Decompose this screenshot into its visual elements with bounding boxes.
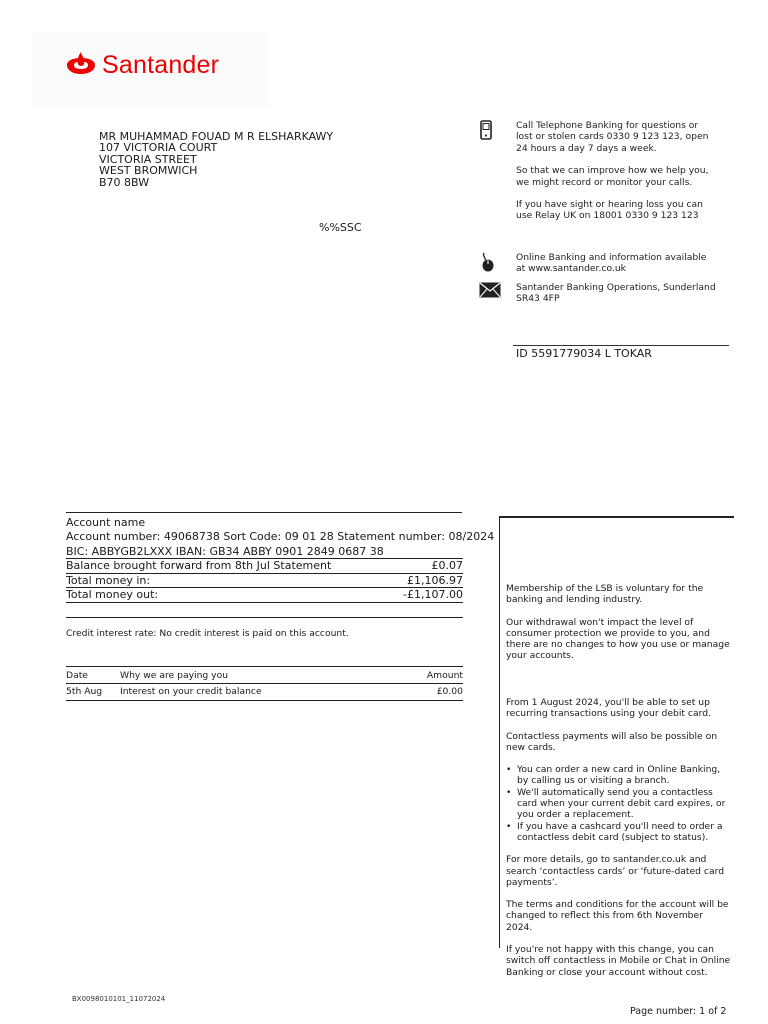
account-details: Account number: 49068738 Sort Code: 09 01 28 Statement number: 08/2024 (66, 530, 495, 543)
page-number: Page number: 1 of 2 (630, 1006, 727, 1017)
divider (66, 683, 463, 684)
contactless-text: Contactless payments will also be possible on new cards. (506, 730, 718, 753)
address-line: 107 VICTORIA COURT (99, 141, 218, 155)
transaction-date: 5th Aug (66, 686, 103, 697)
column-header-amount: Amount (426, 670, 463, 681)
phone-info (516, 120, 716, 222)
summary-value: £1,106.97 (407, 574, 463, 587)
summary-value: -£1,107.00 (403, 588, 463, 601)
address-line: VICTORIA STREET (99, 152, 197, 166)
summary-label: Balance brought forward from 8th Jul Statement (66, 559, 332, 572)
divider (66, 666, 463, 667)
terms-text: The terms and conditions for the account will be changed to reflect this from 6th November 2024. (506, 899, 729, 933)
address-line: B70 8BW (99, 175, 150, 189)
withdrawal-text: Our withdrawal won't impact the level of consumer protection we provide to you, and there are no changes to how you use or manage your accounts. (506, 616, 730, 662)
flame-logo-icon (66, 50, 96, 80)
summary-row-money-out (66, 587, 463, 603)
document-code: BX0098010101_11072024 (72, 995, 166, 1003)
bic-iban: BIC: ABBYGB2LXXX IBAN: GB34 ABBY 0901 2849 0687 38 (66, 545, 384, 558)
summary-label: Total money in: (66, 574, 151, 587)
contactless-bullets (506, 764, 732, 843)
divider (66, 512, 462, 513)
phone-record-text: So that we can improve how we help you, we might record or monitor your calls. (516, 165, 709, 188)
list-item: • If you have a cashcard you'll need to order a contactless debit card (subject to status). (517, 821, 732, 844)
envelope-icon (479, 282, 501, 302)
summary-value: £0.07 (431, 559, 463, 572)
divider (66, 617, 463, 618)
santander-logo (66, 50, 219, 80)
account-name-label: Account name (66, 516, 146, 529)
reference-id: ID 5591779034 L TOKAR (516, 347, 652, 360)
relay-text: If you have sight or hearing loss you can use Relay UK on 18001 0330 9 123 123 (516, 199, 703, 222)
transaction-amount: £0.00 (436, 686, 463, 697)
phone-text: Call Telephone Banking for questions or lost or stolen cards 0330 9 123 123, open 24 hours a day 7 days a week. (516, 120, 709, 154)
info-panel-text (506, 583, 732, 662)
column-header-date: Date (66, 670, 88, 681)
list-item: • We'll automatically send you a contactless card when your current debit card expires, or you order a replacement. (517, 787, 732, 821)
online-banking-info: Online Banking and information available at www.santander.co.uk (516, 252, 707, 275)
transaction-description: Interest on your credit balance (120, 686, 262, 697)
list-item: • You can order a new card in Online Banking, by calling us or visiting a branch. (517, 764, 732, 787)
brand-name: Santander (102, 50, 220, 79)
divider (66, 700, 463, 701)
summary-label: Total money out: (66, 588, 159, 601)
summary-row-balance (66, 558, 463, 573)
ssc-code: %%SSC (319, 221, 362, 234)
computer-mouse-icon (479, 252, 501, 272)
mobile-phone-icon (479, 120, 501, 140)
summary-row-money-in (66, 573, 463, 588)
mail-address-info: Santander Banking Operations, Sunderland SR43 4FP (516, 282, 716, 305)
lsb-membership-text: Membership of the LSB is voluntary for the banking and lending industry. (506, 583, 704, 606)
column-header-description: Why we are paying you (120, 670, 229, 681)
contactless-info (506, 697, 732, 978)
recipient-address (99, 131, 333, 188)
credit-interest-text: Credit interest rate: No credit interest is paid on this account. (66, 628, 349, 639)
more-details-text: For more details, go to santander.co.uk and search ‘contactless cards’ or ‘future-dated card payments’. (506, 854, 725, 888)
address-line: WEST BROMWICH (99, 164, 198, 178)
recurring-transactions-text: From 1 August 2024, you'll be able to set up recurring transactions using your debit card. (506, 697, 711, 720)
opt-out-text: If you're not happy with this change, you can switch off contactless in Mobile or Chat in Online Banking or close your account without cost. (506, 944, 731, 978)
address-line: MR MUHAMMAD FOUAD M R ELSHARKAWY (99, 130, 334, 143)
divider (513, 345, 729, 346)
